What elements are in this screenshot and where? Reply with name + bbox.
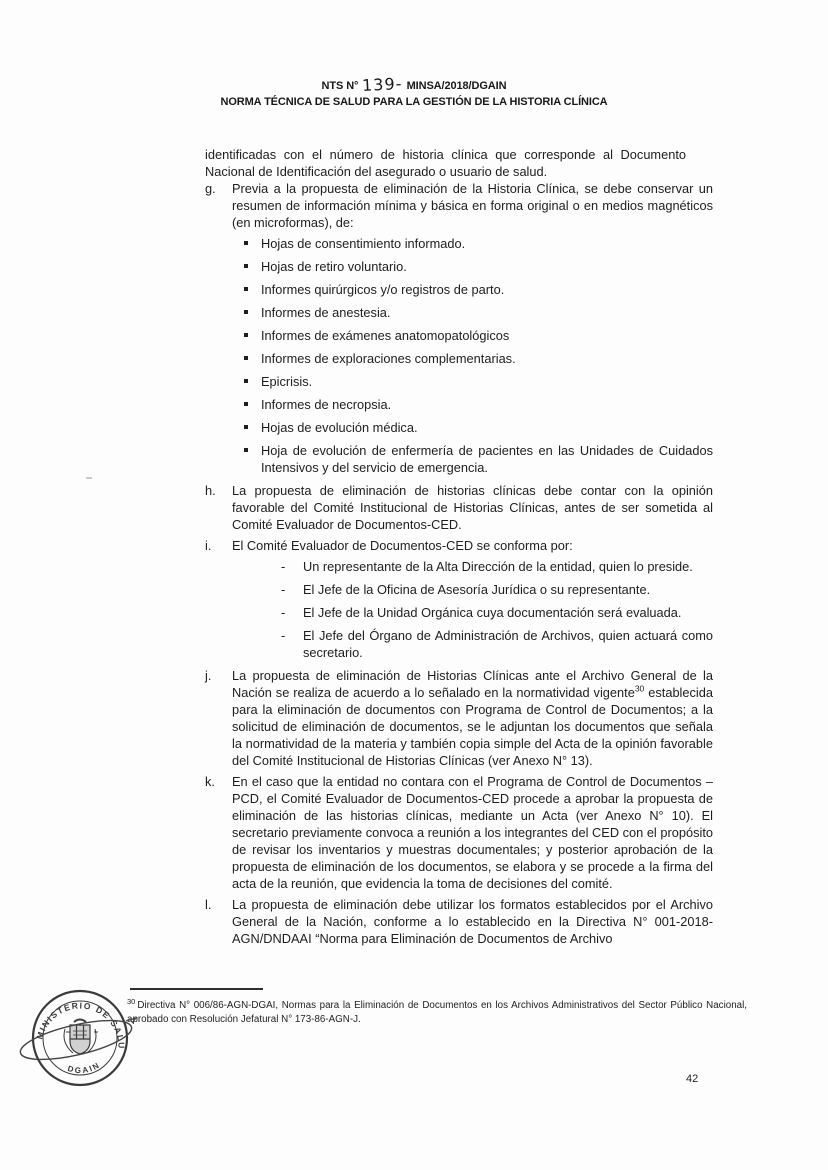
bullet-item: Informes de necropsia. [243,396,713,413]
item-text: En el caso que la entidad no contara con el Programa de Control de Documentos – PCD, el Comité Evaluador de Documentos-CED procede a aprobar la propuesta de eliminación de las historias clínicas, mediante un Acta (ver Anexo N° 10). El secretario previamente convoca a reunión a los integrantes del CED con el propósito de revisar los inventarios y muestras documentales; y posterior aprobación de la propuesta de eliminación de los documentos, se elabora y se procede a la firma del acta de la reunión, que evidencia la toma de decisiones del comité. [232,774,713,891]
dash-marker: - [281,605,286,620]
page-number: 42 [686,1073,699,1085]
item-text: Previa a la propuesta de eliminación de la Historia Clínica, se debe conservar un resumen de información mínima y básica en forma original o en medios magnéticos (en microformas), de: [232,181,713,230]
bullet-square-icon [243,281,261,298]
bullet-list [243,235,713,476]
footnote [127,996,747,1027]
bullet-square-icon [243,396,261,413]
bullet-item: Hojas de retiro voluntario. [243,258,713,275]
dash-item: - Un representante de la Alta Dirección de la entidad, quien lo preside. [281,559,693,574]
bullet-item: Informes de anestesia. [243,304,713,321]
bullet-square-icon [243,442,261,476]
footnote-marker: 30 [127,996,136,1006]
item-letter: l. [205,897,212,912]
list-item-j [205,667,713,769]
list-item-l [205,896,713,947]
handwritten-norm-number: 139- [361,73,404,96]
bullet-item: Informes de exploraciones complementarias. [243,350,713,367]
bullet-square-icon [243,258,261,275]
footnote-text: Directiva N° 006/86-AGN-DGAI, Normas para la Eliminación de Documentos en los Archivos Administrativos del Sector Público Nacional, aprobado con Resolución Jefatural N° 173-86-AGN-J. [127,1000,747,1025]
item-text: La propuesta de eliminación debe utilizar los formatos establecidos por el Archivo General de la Nación, conforme a lo establecido en la Directiva N° 001-2018-AGN/DNDAAI “Norma para Eliminación de Documentos de Archivo [232,897,713,946]
bullet-square-icon [243,235,261,252]
bullet-item: Informes quirúrgicos y/o registros de parto. [243,281,713,298]
item-letter: h. [205,483,216,498]
bullet-square-icon [243,327,261,344]
nts-suffix: MINSA/2018/DGAIN [403,80,507,92]
item-text: El Comité Evaluador de Documentos-CED se conforma por: [232,538,573,553]
dash-list [281,558,713,661]
bullet-item: Hoja de evolución de enfermería de pacientes en las Unidades de Cuidados Intensivos y del servicio de emergencia. [243,442,713,476]
nts-prefix: NTS N° [321,80,362,92]
item-letter: j. [205,668,212,683]
norm-title: NORMA TÉCNICA DE SALUD PARA LA GESTIÓN DE LA HISTORIA CLÍNICA [220,96,608,108]
dash-item: - El Jefe de la Oficina de Asesoría Jurídica o su representante. [281,582,651,597]
list-item-k [205,773,713,892]
dash-item: - El Jefe del Órgano de Administración de Archivos, quien actuará como secretario. [281,628,713,660]
item-text: La propuesta de eliminación de historias clínicas debe contar con la opinión favorable del Comité Institucional de Historias Clínicas, antes de ser sometida al Comité Evaluador de Documentos-CED. [232,483,713,532]
bullet-square-icon [243,350,261,367]
norm-code-line [0,73,828,96]
bullet-square-icon [243,373,261,390]
bullet-square-icon [243,419,261,436]
bullet-item: Hojas de evolución médica. [243,419,713,436]
bullet-item: Epicrisis. [243,373,713,390]
list-item-g [205,180,713,231]
item-text: La propuesta de eliminación de Historias Clínicas ante el Archivo General de la Nación se realiza de acuerdo a lo señalado en la normatividad vigente$^{30}$ establecida para la eliminación de documentos con Programa de Control de Documentos; a la solicitud de eliminación de documentos, se le adjuntan los documentos que señala la normatividad de la materia y también copia simple del Acta de la opinión favorable del Comité Institucional de Historias Clínicas (ver Anexo N° 13). [232,668,713,768]
bullet-item: Hojas de consentimiento informado. [243,235,713,252]
seal-top-text: MINISTERIO DE SALUD [14,977,127,1050]
list-item-h [205,482,713,533]
footnote-reference: 30 [634,683,645,694]
bullet-square-icon [243,304,261,321]
coat-of-arms-icon [64,1020,98,1055]
item-letter: k. [205,774,215,789]
seal-bottom-text: DGAIN [66,1060,103,1076]
dash-marker: - [281,582,286,597]
dash-marker: - [281,559,286,574]
item-letter: g. [205,181,216,196]
dash-item: - El Jefe de la Unidad Orgánica cuya documentación será evaluada. [281,605,682,620]
list-item-i [205,537,713,554]
intro-continuation-paragraph: identificadas con el número de historia clínica que corresponde al Documento Nacional de Identificación del asegurado o usuario de salud. [205,147,686,179]
document-header [0,73,828,110]
document-body [205,146,713,951]
item-letter: i. [205,538,212,553]
ministry-seal-stamp [14,977,148,1097]
footnote-separator [130,988,263,990]
dash-marker: - [281,628,286,643]
scan-artifact [86,477,92,479]
bullet-item: Informes de exámenes anatomopatológicos [243,327,713,344]
